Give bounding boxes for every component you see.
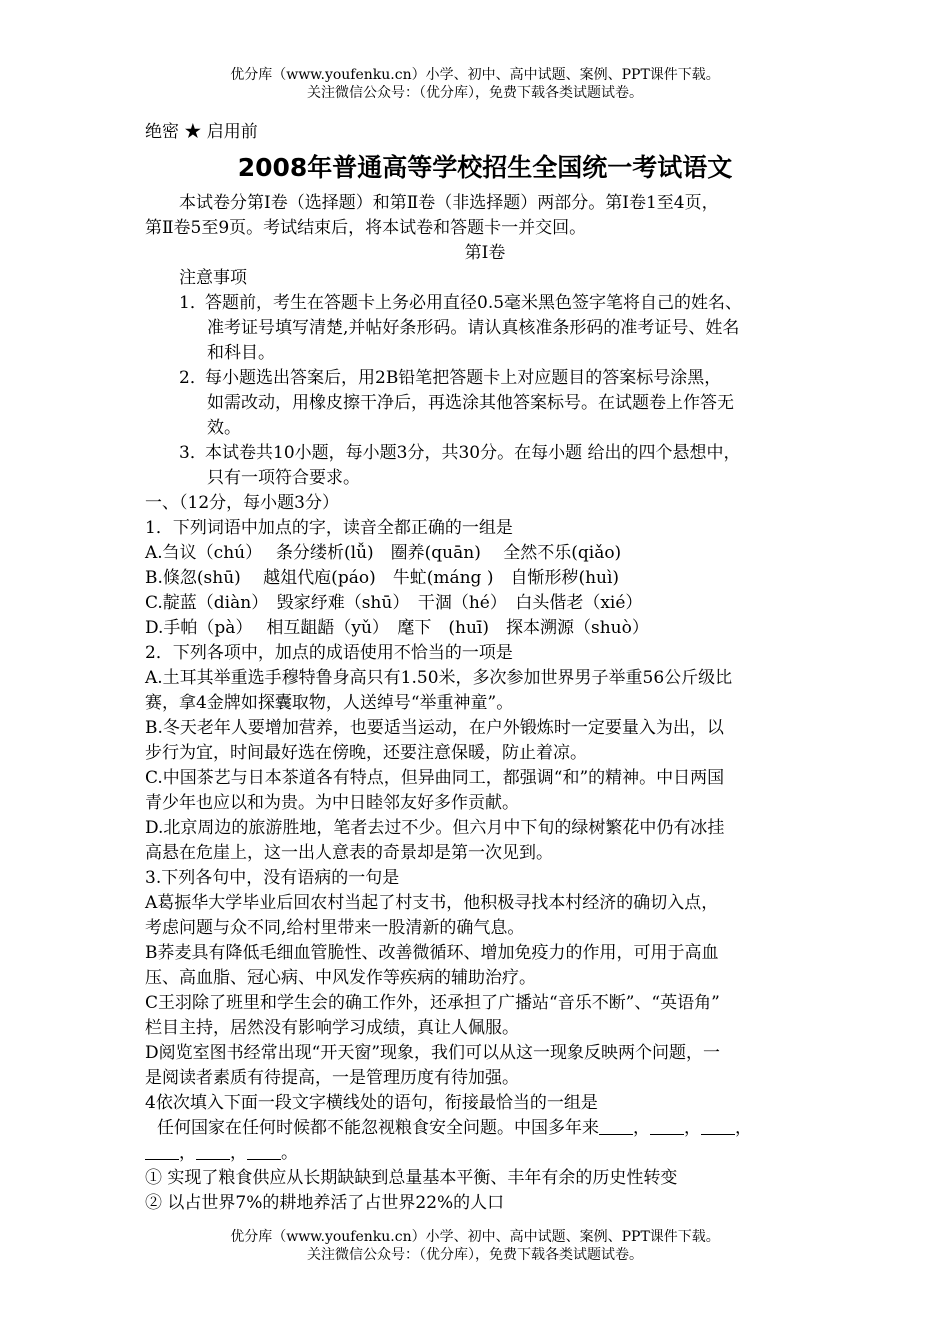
q3-line: A葛振华大学毕业后回农村当起了村支书，他积极寻找本村经济的确切入点，	[145, 893, 719, 913]
question-3-stem: 3.下列各句中，没有语病的一句是	[145, 868, 400, 888]
q2-line: B.冬天老年人要增加营养，也要适当运动，在户外锻炼时一定要量入为出，以	[145, 718, 724, 738]
answer-blank	[599, 1116, 633, 1135]
note-item	[145, 441, 825, 491]
q1-option-b: B.倏忽(shū) 越俎代庖(páo) 牛虻(máng ) 自惭形秽(huì)	[145, 568, 620, 588]
q4-item: ② 以占世界7%的耕地养活了占世界22%的人口	[145, 1193, 505, 1213]
note-text: 只有一项符合要求。	[207, 468, 360, 488]
answer-blank	[247, 1141, 281, 1160]
confidential-mark: 绝密 ★ 启用前	[145, 122, 258, 142]
period: 。	[281, 1143, 298, 1163]
note-text: 效。	[207, 418, 241, 438]
note-number: 3．	[179, 443, 207, 463]
question-1-stem: 1．下列词语中加点的字，读音全都正确的一组是	[145, 518, 513, 538]
q1-option-a: A.刍议（chú） 条分缕析(lǚ) 圈养(quān) 全然不乐(qiǎo)	[145, 543, 622, 563]
comma: ，	[633, 1118, 650, 1138]
q3-line: D阅览室图书经常出现“开天窗”现象，我们可以从这一现象反映两个问题，一	[145, 1043, 721, 1063]
q2-line: A.土耳其举重选手穆特鲁身高只有1.50米，多次参加世界男子举重56公斤级比	[145, 668, 733, 688]
question-2-stem: 2．下列各项中，加点的成语使用不恰当的一项是	[145, 643, 513, 663]
q2-line: 青少年也应以和为贵。为中日睦邻友好多作贡献。	[145, 793, 519, 813]
q4-passage-continued	[145, 1141, 825, 1166]
q3-line: C王羽除了班里和学生会的确工作外，还承担了广播站“音乐不断”、“英语角”	[145, 993, 720, 1013]
q2-line: 赛，拿4金牌如探囊取物，人送绰号“举重神童”。	[145, 693, 514, 713]
note-number: 2．	[179, 368, 207, 388]
question-4-stem: 4依次填入下面一段文字横线处的语句，衔接最恰当的一组是	[145, 1093, 598, 1113]
page-footer	[0, 1228, 950, 1264]
q4-item: ① 实现了粮食供应从长期缺缺到总量基本平衡、丰年有余的历史性转变	[145, 1168, 678, 1188]
intro-line-2: 第Ⅱ卷5至9页。考试结束后，将本试卷和答题卡一并交回。	[145, 218, 587, 238]
footer-line-1: 优分库（www.youfenku.cn）小学、初中、高中试题、案例、PPT课件下载。	[230, 1229, 720, 1245]
comma: ，	[230, 1143, 247, 1163]
q4-passage-text: 任何国家在任何时候都不能忽视粮食安全问题。中国多年来	[157, 1118, 599, 1138]
footer-line-2: 关注微信公众号：（优分库），免费下载各类试题试卷。	[307, 1247, 643, 1263]
note-item	[145, 291, 825, 366]
note-text: 和科目。	[207, 343, 275, 363]
comma: ，	[179, 1143, 196, 1163]
q4-passage	[145, 1116, 825, 1141]
header-line-2: 关注微信公众号：（优分库），免费下载各类试题试卷。	[307, 85, 643, 101]
q3-line: 是阅读者素质有待提高，一是管理历度有待加强。	[145, 1068, 519, 1088]
q3-line: 栏目主持，居然没有影响学习成绩，真让人佩服。	[145, 1018, 519, 1038]
note-number: 1．	[179, 293, 207, 313]
q3-line: B荞麦具有降低毛细血管脆性、改善微循环、增加免疫力的作用，可用于高血	[145, 943, 719, 963]
note-text: 如需改动，用橡皮擦干净后，再选涂其他答案标号。在试题卷上作答无	[207, 393, 734, 413]
q3-line: 压、高血脂、冠心病、中风发作等疾病的辅助治疗。	[145, 968, 536, 988]
note-text: 本试卷共10小题，每小题3分，共30分。在每小题 给出的四个悬想中，	[205, 443, 741, 463]
q2-line: D.北京周边的旅游胜地，笔者去过不少。但六月中下旬的绿树繁花中仍有冰挂	[145, 818, 725, 838]
answer-blank	[701, 1116, 735, 1135]
answer-blank	[196, 1141, 230, 1160]
q2-line: 步行为宜，时间最好选在傍晚，还要注意保暖，防止着凉。	[145, 743, 587, 763]
note-text: 每小题选出答案后，用2B铅笔把答题卡上对应题目的答案标号涂黑，	[205, 368, 722, 388]
note-text: 答题前，考生在答题卡上务必用直径0.5毫米黑色签字笔将自己的姓名、	[205, 293, 743, 313]
header-line-1: 优分库（www.youfenku.cn）小学、初中、高中试题、案例、PPT课件下载。	[230, 67, 720, 83]
section-heading: 一、（12分，每小题3分）	[145, 493, 339, 513]
q1-option-d: D.手帕（pà） 相互龃龉（yǔ） 麾下 (huī) 探本溯源（shuò）	[145, 618, 649, 638]
q1-option-c: C.靛蓝（diàn） 毁家纾难（shū） 干涸（hé） 白头偕老（xié）	[145, 593, 643, 613]
q3-line: 考虑问题与众不同,给村里带来一股清新的确气息。	[145, 918, 525, 938]
comma: ，	[684, 1118, 701, 1138]
notes-heading: 注意事项	[179, 268, 247, 288]
note-item	[145, 366, 825, 441]
q2-line: C.中国茶艺与日本茶道各有特点，但异曲同工，都强调“和”的精神。中日两国	[145, 768, 725, 788]
volume-heading: 第Ⅰ卷	[464, 243, 506, 263]
note-text: 准考证号填写清楚,并帖好条形码。请认真核准条形码的准考证号、姓名	[207, 318, 740, 338]
answer-blank	[650, 1116, 684, 1135]
comma: ，	[735, 1118, 752, 1138]
intro-line-1: 本试卷分第Ⅰ卷（选择题）和第Ⅱ卷（非选择题）两部分。第Ⅰ卷1至4页，	[179, 193, 719, 213]
answer-blank	[145, 1141, 179, 1160]
document-body	[145, 120, 825, 1216]
document-title: 2008年普通高等学校招生全国统一考试语文	[237, 153, 733, 182]
q2-line: 高悬在危崖上，这一出人意表的奇景却是第一次见到。	[145, 843, 553, 863]
page-header	[0, 66, 950, 102]
